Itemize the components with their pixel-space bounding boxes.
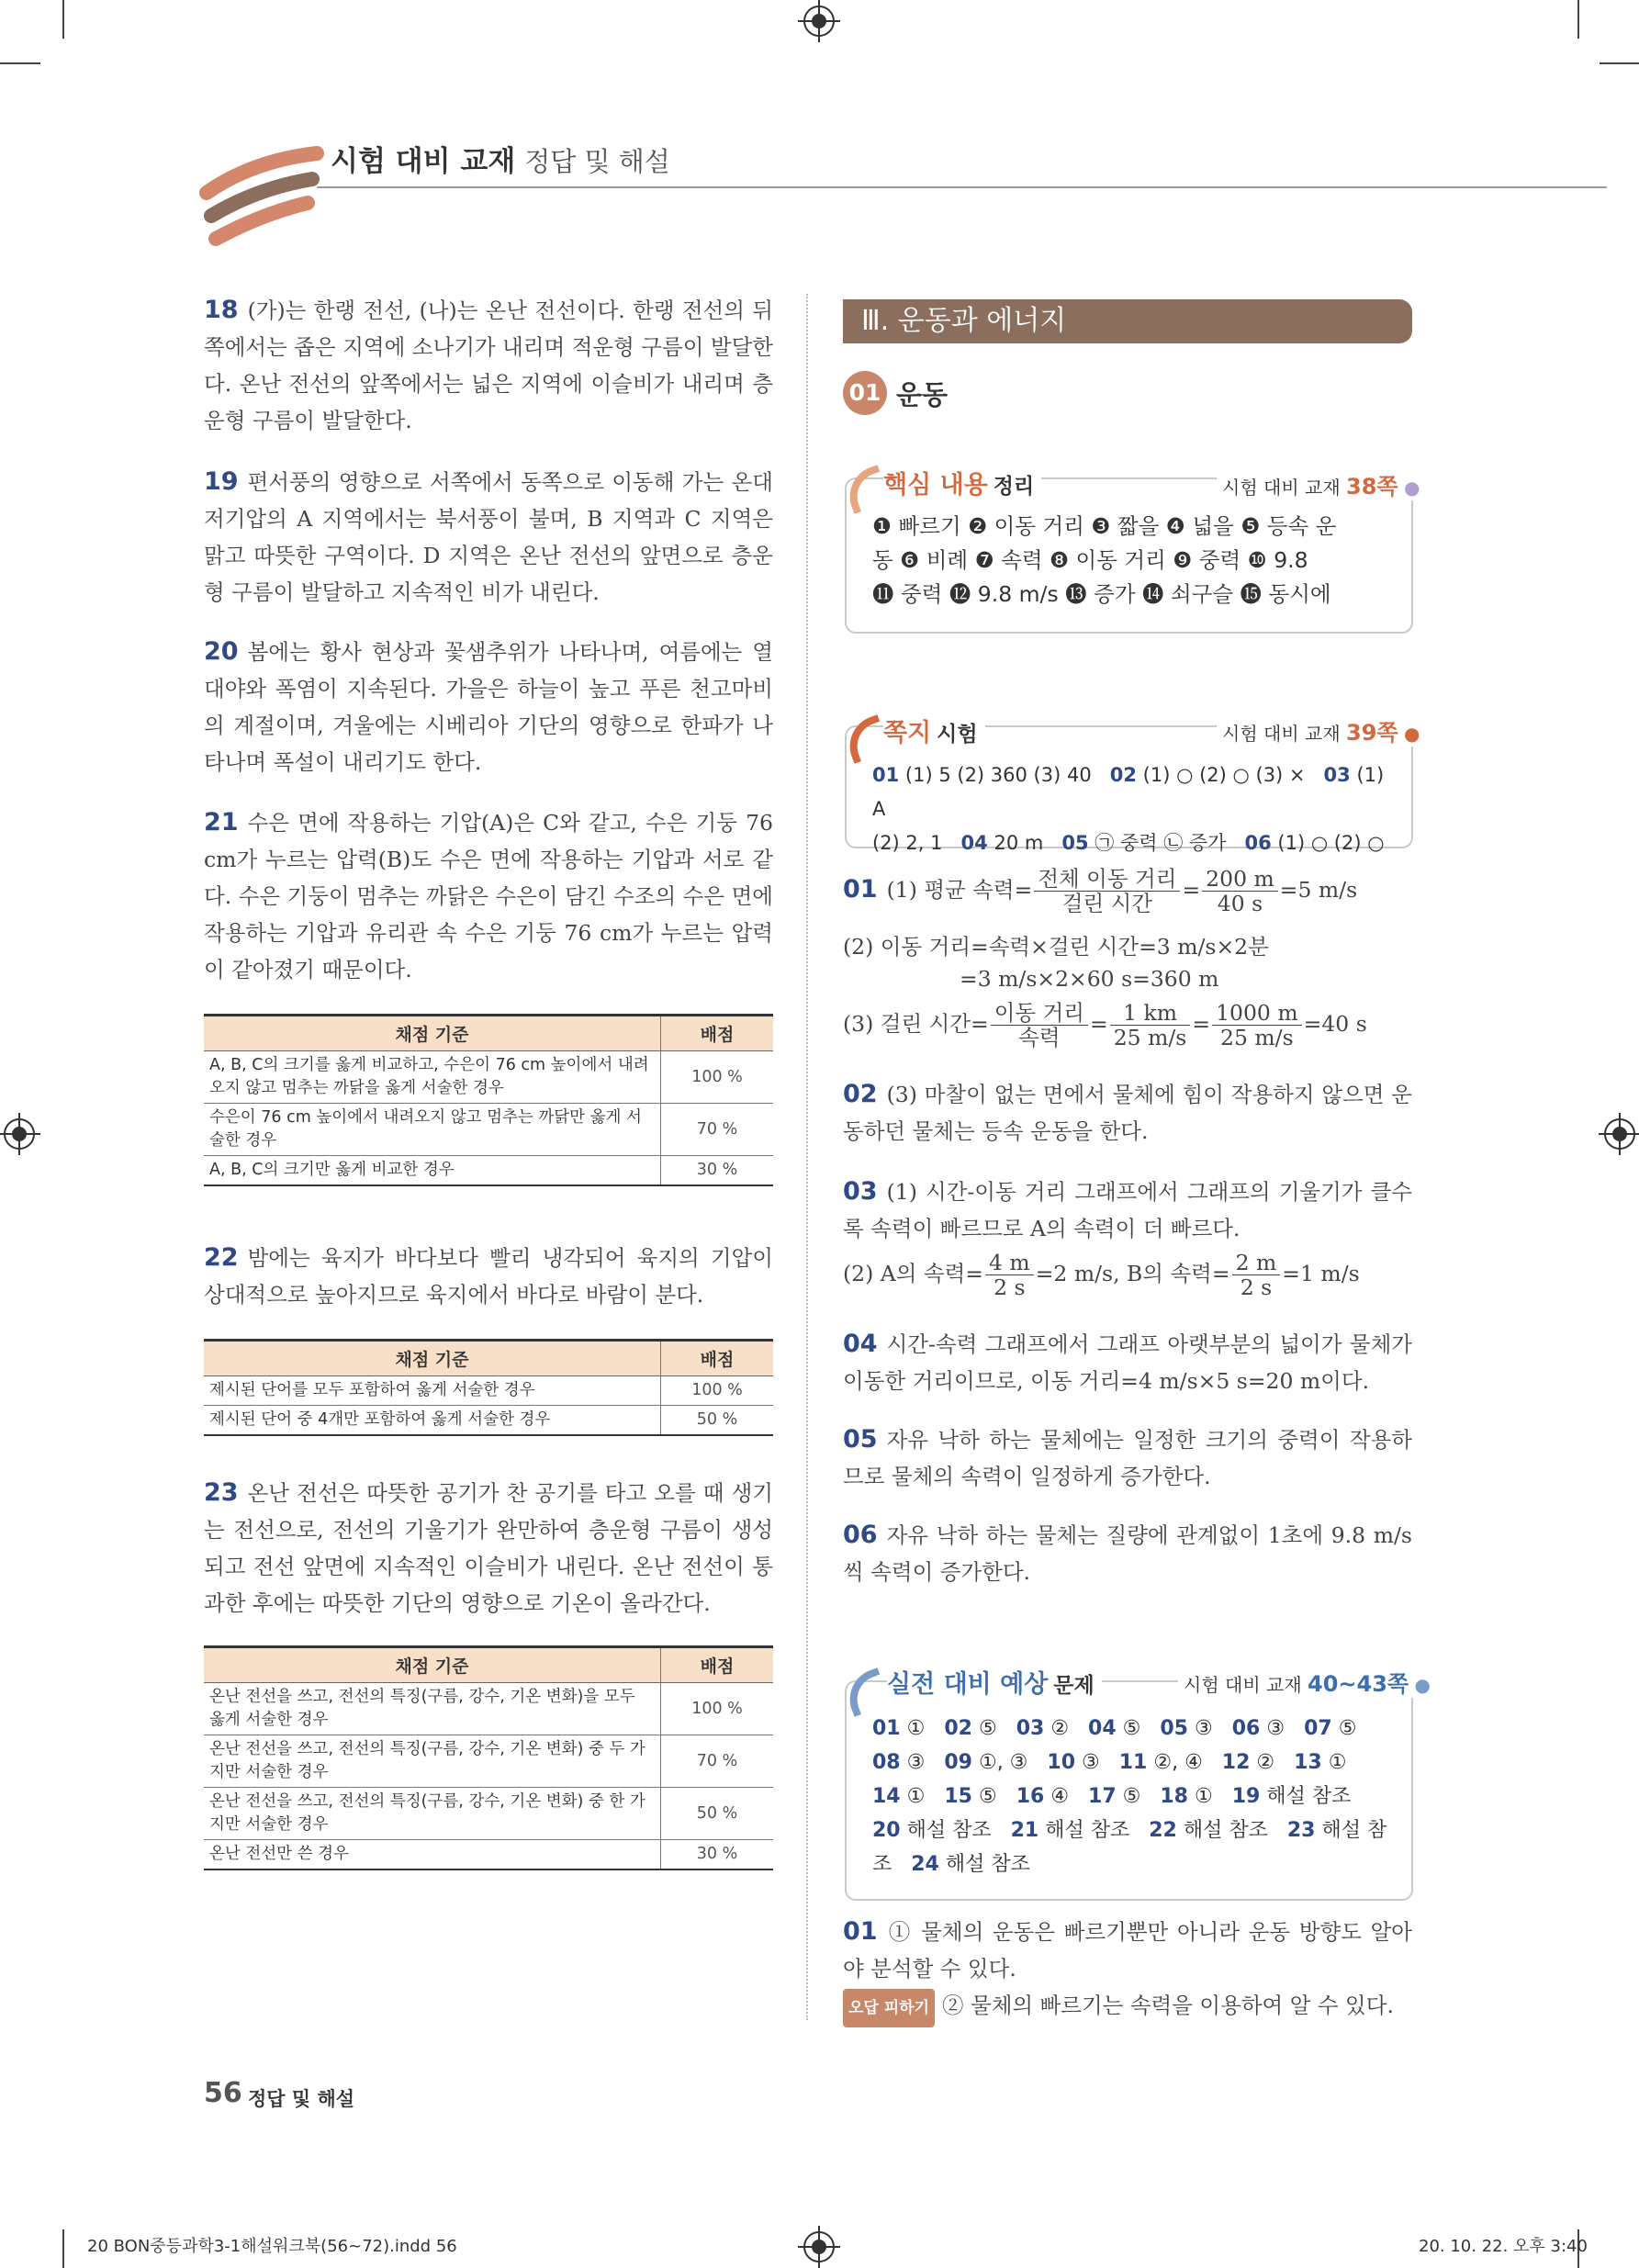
quiz-heading: 쪽지 시험 bbox=[883, 713, 985, 748]
scoring-table-21 bbox=[204, 1014, 773, 1186]
answer-01-line2: (2) 이동 거리=속력×걸린 시간=3 m/s×2분 bbox=[843, 934, 1269, 960]
crop-mark bbox=[62, 0, 64, 39]
answer-23: 23 온난 전선은 따뜻한 공기가 찬 공기를 타고 오를 때 생기는 전선으로, 전선의 기울기가 완만하여 층운형 구름이 생성되고 전선 앞면에 지속적인 이슬비가 내린다. 온난 전선이 통과한 후에는 따뜻한 기단의 영향으로 기온이 올라간다. bbox=[204, 1478, 773, 1616]
unit-title-bar: Ⅲ. 운동과 에너지 bbox=[843, 299, 1412, 343]
practice-body: 01 ① 02 ⑤ 03 ② 04 ⑤ 05 ③ 06 ③ 07 ⑤ 08 ③ 09 ①, ③ 10 ③ 11 ②, ④ 12 ② 13 ① 14 ① 15 ⑤ 16 ④ 17 ⑤ 18 ① 19 해설 참조 20 해설 참조 21 해설 참조 22 해설 참조 23 해설 참 조 24 해설 참조 bbox=[872, 1717, 1387, 1876]
table-header: 배점 bbox=[661, 1647, 774, 1683]
answer-03: 03 (1) 시간-이동 거리 그래프에서 그래프의 기울기가 클수록 속력이 빠르므로 A의 속력이 더 빠르다. bbox=[843, 1177, 1412, 1241]
answer-01-line1: 01 (1) 평균 속력= $\frac{\text{전체 이동 거리}}{\text{걸린 시간}}$ = $\frac{200 m}{40 s}$ =5 m/s bbox=[843, 866, 1358, 916]
chapter-number: 01 bbox=[843, 371, 887, 415]
table-row: 제시된 단어를 모두 포함하여 옳게 서술한 경우 100 % bbox=[204, 1376, 773, 1406]
scoring-table-22 bbox=[204, 1339, 773, 1436]
table-header: 배점 bbox=[661, 1016, 774, 1051]
quiz-ref: 시험 대비 교재 39쪽 ● bbox=[1217, 714, 1425, 747]
answer-18: 18 (가)는 한랭 전선, (나)는 온난 전선이다. 한랭 전선의 뒤쪽에서는 좁은 지역에 소나기가 내리며 적운형 구름이 발달한다. 온난 전선의 앞쪽에서는 넓은 지역에 이슬비가 내리며 층운형 구름이 발달한다. bbox=[204, 296, 773, 433]
column-divider bbox=[806, 294, 809, 2020]
chapter-title: 운동 bbox=[896, 379, 949, 410]
crop-mark bbox=[1600, 62, 1639, 64]
scoring-table-23 bbox=[204, 1645, 773, 1870]
practice-ref: 시험 대비 교재 40~43쪽 ● bbox=[1178, 1666, 1436, 1698]
table-header: 배점 bbox=[661, 1341, 774, 1376]
answer-19: 19 편서풍의 영향으로 서쪽에서 동쪽으로 이동해 가는 온대 저기압의 A 지역에서는 북서풍이 불며, B 지역과 C 지역은 맑고 따뜻한 구역이다. D 지역은 온난 전선의 앞면으로 층운형 구름이 발달하고 지속적인 비가 내린다. bbox=[204, 467, 773, 605]
table-header: 채점 기준 bbox=[204, 1647, 661, 1683]
table-row: A, B, C의 크기만 옳게 비교한 경우 30 % bbox=[204, 1156, 773, 1186]
table-row: 수은이 76 cm 높이에서 내려오지 않고 멈추는 까닭만 옳게 서술한 경우 70 % bbox=[204, 1104, 773, 1156]
table-header: 채점 기준 bbox=[204, 1016, 661, 1051]
answer-06: 06 자유 낙하 하는 물체는 질량에 관계없이 1초에 9.8 m/s씩 속력이 증가한다. bbox=[843, 1521, 1412, 1585]
registration-mark bbox=[803, 2231, 835, 2262]
registration-mark bbox=[803, 6, 835, 37]
practice-answer-01: 01 ① 물체의 운동은 빠르기뿐만 아니라 운동 방향도 알아야 분석할 수 있다. bbox=[843, 1917, 1412, 1982]
practice-answer-01-tip: 오답 피하기 ② 물체의 빠르기는 속력을 이용하여 알 수 있다. bbox=[843, 1987, 1412, 2027]
crop-mark bbox=[0, 62, 40, 64]
table-row: 온난 전선을 쓰고, 전선의 특징(구름, 강수, 기온 변화) 중 두 가지만 서술한 경우 70 % bbox=[204, 1735, 773, 1788]
header-rule bbox=[317, 186, 1607, 188]
print-file-info: 20 BON중등과학3-1해설워크북(56~72).indd 56 bbox=[87, 2237, 457, 2256]
answer-01-line3: =3 m/s×2×60 s=360 m bbox=[960, 966, 1219, 992]
page-header-title: 시험 대비 교재 정답 및 해설 bbox=[331, 145, 670, 178]
core-summary-ref: 시험 대비 교재 38쪽 ● bbox=[1217, 468, 1425, 500]
table-header: 채점 기준 bbox=[204, 1341, 661, 1376]
core-summary-heading: 핵심 내용 정리 bbox=[883, 465, 1041, 500]
table-row: 온난 전선을 쓰고, 전선의 특징(구름, 강수, 기온 변화)을 모두 옳게 서술한 경우 100 % bbox=[204, 1683, 773, 1735]
page-number: 56 bbox=[204, 2077, 242, 2109]
answer-02: 02 (3) 마찰이 없는 면에서 물체에 힘이 작용하지 않으면 운동하던 물체는 등속 운동을 한다. bbox=[843, 1080, 1412, 1144]
quiz-body: 01 (1) 5 (2) 360 (3) 40 02 (1) ○ (2) ○ (3) × 03 (1) A (2) 2, 1 04 20 m 05 ㉠ 중력 ㉡ 증가 06 (1) ○ (2) ○ bbox=[872, 764, 1385, 854]
answer-22: 22 밤에는 육지가 바다보다 빨리 냉각되어 육지의 기압이 상대적으로 높아지므로 육지에서 바다로 바람이 분다. bbox=[204, 1243, 773, 1308]
table-row: 온난 전선을 쓰고, 전선의 특징(구름, 강수, 기온 변화) 중 한 가지만 서술한 경우 50 % bbox=[204, 1788, 773, 1840]
crop-mark bbox=[1577, 0, 1579, 39]
footer-label: 정답 및 해설 bbox=[248, 2088, 355, 2110]
crop-mark bbox=[62, 2229, 64, 2268]
table-row: 제시된 단어 중 4개만 포함하여 옳게 서술한 경우 50 % bbox=[204, 1406, 773, 1436]
answer-20: 20 봄에는 황사 현상과 꽃샘추위가 나타나며, 여름에는 열대야와 폭염이 지속된다. 가을은 하늘이 높고 푸른 천고마비의 계절이며, 겨울에는 시베리아 기단의 영향으로 한파가 나타나며 폭설이 내리기도 한다. bbox=[204, 637, 773, 775]
registration-mark bbox=[1604, 1118, 1635, 1150]
answer-21: 21 수은 면에 작용하는 기압(A)은 C와 같고, 수은 기둥 76 cm가 누르는 압력(B)도 수은 면에 작용하는 기압과 서로 같다. 수은 기둥이 멈추는 까닭은 수은이 담긴 수조의 수은 면에 작용하는 기압과 유리관 속 수은 기둥 76 cm가 누르는 압력이 같아졌기 때문이다. bbox=[204, 808, 773, 982]
core-summary-body: ❶ 빠르기 ❷ 이동 거리 ❸ 짧을 ❹ 넓을 ❺ 등속 운 동 ❻ 비례 ❼ 속력 ❽ 이동 거리 ❾ 중력 ❿ 9.8 ⓫ 중력 ⓬ 9.8 m/s ⓭ 증가 ⓮ 쇠구슬 ⓯ 동시에 bbox=[872, 513, 1337, 607]
registration-mark bbox=[4, 1118, 35, 1150]
answer-04: 04 시간-속력 그래프에서 그래프 아랫부분의 넓이가 물체가 이동한 거리이므로, 이동 거리=4 m/s×5 s=20 m이다. bbox=[843, 1330, 1412, 1394]
practice-heading: 실전 대비 예상 문제 bbox=[887, 1664, 1102, 1700]
answer-05: 05 자유 낙하 하는 물체에는 일정한 크기의 중력이 작용하므로 물체의 속력이 일정하게 증가한다. bbox=[843, 1425, 1412, 1489]
table-row: A, B, C의 크기를 옳게 비교하고, 수은이 76 cm 높이에서 내려오지 않고 멈추는 까닭을 옳게 서술한 경우 100 % bbox=[204, 1051, 773, 1104]
answer-03-line2: (2) A의 속력= $\frac{4 m}{2 s}$ =2 m/s, B의 속력= $\frac{2 m}{2 s}$ =1 m/s bbox=[843, 1250, 1360, 1300]
avoid-mistake-tag: 오답 피하기 bbox=[843, 1989, 935, 2027]
answer-01-line4: (3) 걸린 시간= $\frac{\text{이동 거리}}{\text{속력}}$ = $\frac{1 km}{25 m/s}$ = $\frac{1000 m}{25 m/s}$ =40 s bbox=[843, 1000, 1367, 1050]
table-row: 온난 전선만 쓴 경우 30 % bbox=[204, 1840, 773, 1870]
print-date-info: 20. 10. 22. 오후 3:40 bbox=[1419, 2237, 1588, 2256]
header-stripes-icon bbox=[197, 142, 326, 253]
